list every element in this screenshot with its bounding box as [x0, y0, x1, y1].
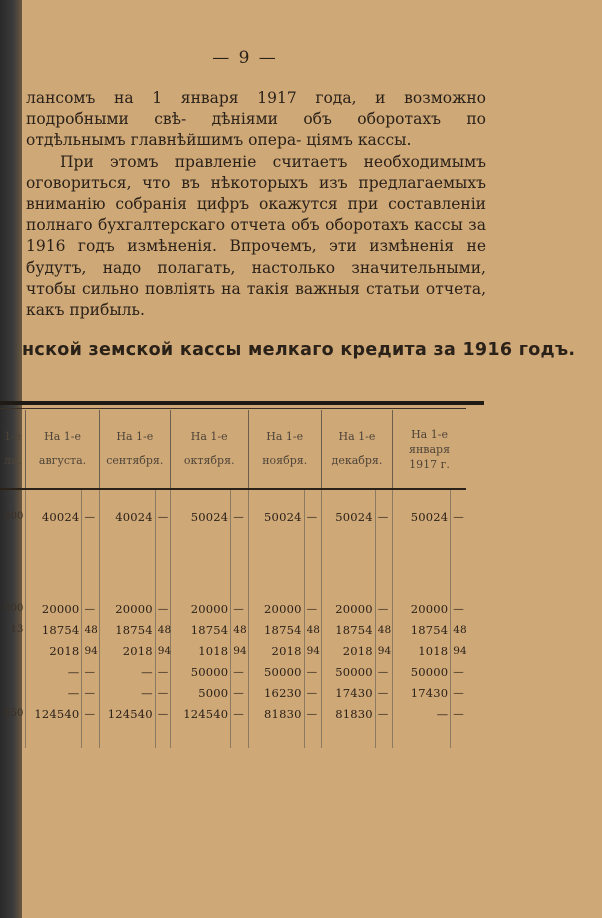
kopecks-cell: —: [451, 598, 466, 619]
column-header: [170, 410, 248, 489]
kopecks-cell: —: [304, 661, 321, 682]
table-row: [0, 598, 466, 619]
kopecks-cell: 94: [155, 640, 170, 661]
table-cell: [248, 527, 304, 598]
kopecks-cell: —: [231, 506, 248, 527]
rubles-cell: 81830: [321, 703, 375, 724]
rubles-cell: 2018: [248, 640, 304, 661]
table-cell: [0, 724, 26, 748]
table-cell: [82, 489, 99, 506]
rubles-cell: 2018: [26, 640, 82, 661]
kopecks-cell: —: [304, 682, 321, 703]
kopecks-cell: 94: [231, 640, 248, 661]
rubles-cell: 20000: [248, 598, 304, 619]
table-cell: [304, 489, 321, 506]
kopecks-cell: —: [155, 506, 170, 527]
kopecks-cell: —: [231, 598, 248, 619]
kopecks-cell: —: [304, 598, 321, 619]
row-label: 13: [10, 624, 24, 635]
table-cell: [231, 489, 248, 506]
paragraph: При этомъ правленіе считаетъ необходимымъ оговориться, что въ нѣкоторыхъ изъ предлагаемыхъ вниманію собранія цифръ окажутся при составленіи полнаго бухгалтерскаго отчета объ оборотахъ кассы за 1916 годъ измѣненія. Впрочемъ, эти измѣненія не будутъ, надо полагать, настолько значительными, чтобы сильно повліять на такія важныя статьи отчета, какъ прибыль.: [26, 152, 486, 320]
column-header-line1: На 1-е января: [409, 427, 451, 456]
column-header-line2: августа.: [38, 454, 87, 467]
kopecks-cell: —: [231, 703, 248, 724]
kopecks-cell: 48: [82, 619, 99, 640]
column-header-line2: ноября.: [262, 454, 308, 467]
kopecks-cell: —: [231, 661, 248, 682]
table-cell: [170, 724, 230, 748]
row-label: [0, 640, 26, 661]
kopecks-cell: —: [304, 703, 321, 724]
paragraph: лансомъ на 1 января 1917 года, и возможно подробными свѣ- дѣніями объ оборотахъ по отдѣльнымъ главнѣйшимъ опера- ціямъ кассы.: [26, 89, 486, 150]
rubles-cell: 50024: [393, 506, 451, 527]
kopecks-cell: —: [155, 703, 170, 724]
column-header-line1: 1-е: [4, 430, 22, 443]
table-cell: [26, 489, 82, 506]
rubles-cell: 50000: [321, 661, 375, 682]
rubles-cell: 18754: [321, 619, 375, 640]
kopecks-cell: —: [375, 682, 392, 703]
rubles-cell: 124540: [26, 703, 82, 724]
table-cell: [393, 724, 451, 748]
kopecks-cell: —: [304, 506, 321, 527]
table-cell: [248, 724, 304, 748]
kopecks-cell: —: [82, 506, 99, 527]
table-cell: [99, 527, 155, 598]
table-cell: [155, 724, 170, 748]
rubles-cell: 124540: [170, 703, 230, 724]
row-label: 000: [4, 603, 24, 614]
table-row: [0, 619, 466, 640]
rubles-cell: 16230: [248, 682, 304, 703]
kopecks-cell: 94: [451, 640, 466, 661]
balance-table: [0, 410, 466, 748]
table-cell: [393, 527, 451, 598]
table-cell: [170, 527, 230, 598]
table-cell: [321, 724, 375, 748]
table-row: [0, 703, 466, 724]
rubles-cell: 81830: [248, 703, 304, 724]
table-top-rule-thin: [0, 408, 466, 409]
table-cell: [0, 527, 26, 598]
column-header: [393, 410, 466, 489]
table-cell: [231, 724, 248, 748]
table-row: [0, 640, 466, 661]
table-title: нской земской кассы мелкаго кредита за 1916 годъ.: [22, 340, 576, 360]
table-cell: [155, 489, 170, 506]
table-cell: [26, 724, 82, 748]
column-header-line2: октября.: [183, 454, 235, 467]
kopecks-cell: 48: [155, 619, 170, 640]
table-cell: [0, 489, 26, 506]
table-cell: [304, 724, 321, 748]
table-cell: [451, 724, 466, 748]
kopecks-cell: —: [375, 661, 392, 682]
row-label: [0, 661, 26, 682]
table-cell: [99, 724, 155, 748]
column-header-line1: На 1-е: [44, 430, 81, 443]
rubles-cell: —: [99, 661, 155, 682]
rubles-cell: 5000: [170, 682, 230, 703]
table-top-rule: [0, 401, 484, 405]
rubles-cell: 2018: [99, 640, 155, 661]
kopecks-cell: —: [451, 661, 466, 682]
rubles-cell: 50024: [248, 506, 304, 527]
table-spacer-row: [0, 724, 466, 748]
table-cell: [393, 489, 451, 506]
kopecks-cell: —: [82, 598, 99, 619]
column-header: [0, 410, 26, 489]
kopecks-cell: —: [451, 682, 466, 703]
rubles-cell: 50024: [170, 506, 230, 527]
rubles-cell: 50000: [248, 661, 304, 682]
column-header-line2: ля.: [3, 454, 22, 467]
rubles-cell: 20000: [393, 598, 451, 619]
kopecks-cell: —: [155, 598, 170, 619]
rubles-cell: 2018: [321, 640, 375, 661]
table-cell: [82, 527, 99, 598]
table-row: [0, 506, 466, 527]
row-label: [0, 682, 26, 703]
kopecks-cell: —: [451, 506, 466, 527]
rubles-cell: —: [26, 661, 82, 682]
rubles-cell: 18754: [99, 619, 155, 640]
table-cell: [99, 489, 155, 506]
rubles-cell: 1018: [170, 640, 230, 661]
kopecks-cell: —: [375, 703, 392, 724]
table-cell: [155, 527, 170, 598]
column-header-line2: сентября.: [106, 454, 164, 467]
table-cell: [82, 724, 99, 748]
table-cell: [231, 527, 248, 598]
table-cell: [321, 527, 375, 598]
column-header-line1: На 1-е: [266, 430, 304, 443]
table-cell: [248, 489, 304, 506]
kopecks-cell: —: [82, 703, 99, 724]
rubles-cell: 20000: [26, 598, 82, 619]
rubles-cell: 20000: [321, 598, 375, 619]
rubles-cell: 40024: [26, 506, 82, 527]
rubles-cell: —: [99, 682, 155, 703]
table-cell: [321, 489, 375, 506]
table-cell: [304, 527, 321, 598]
kopecks-cell: 48: [304, 619, 321, 640]
column-header-line2: декабря.: [331, 454, 383, 467]
kopecks-cell: 94: [82, 640, 99, 661]
rubles-cell: 50000: [170, 661, 230, 682]
column-header: [248, 410, 321, 489]
rubles-cell: 40024: [99, 506, 155, 527]
table-cell: [26, 527, 82, 598]
rubles-cell: 17430: [321, 682, 375, 703]
rubles-cell: 17430: [393, 682, 451, 703]
column-header: [26, 410, 99, 489]
rubles-cell: 18754: [393, 619, 451, 640]
kopecks-cell: 94: [375, 640, 392, 661]
column-header-line1: На 1-е: [116, 430, 154, 443]
kopecks-cell: —: [231, 682, 248, 703]
kopecks-cell: —: [155, 661, 170, 682]
table-spacer-row: [0, 527, 466, 598]
table-header-row: [0, 410, 466, 489]
table-row: [0, 661, 466, 682]
rubles-cell: 18754: [170, 619, 230, 640]
rubles-cell: 1018: [393, 640, 451, 661]
column-header-line1: На 1-е: [338, 430, 376, 443]
column-header: [321, 410, 392, 489]
page-number: — 9 —: [212, 48, 278, 68]
table-cell: [375, 724, 392, 748]
kopecks-cell: 48: [451, 619, 466, 640]
table-spacer-row: [0, 489, 466, 506]
kopecks-cell: 48: [375, 619, 392, 640]
rubles-cell: 50024: [321, 506, 375, 527]
rubles-cell: 18754: [26, 619, 82, 640]
rubles-cell: 124540: [99, 703, 155, 724]
body-text: [26, 88, 486, 321]
table-row: [0, 682, 466, 703]
kopecks-cell: —: [375, 506, 392, 527]
column-header-line1: На 1-е: [190, 430, 228, 443]
kopecks-cell: —: [155, 682, 170, 703]
rubles-cell: —: [393, 703, 451, 724]
kopecks-cell: —: [82, 661, 99, 682]
table-cell: [375, 527, 392, 598]
table-cell: [451, 489, 466, 506]
column-header: [99, 410, 170, 489]
table-cell: [170, 489, 230, 506]
kopecks-cell: —: [82, 682, 99, 703]
kopecks-cell: 94: [304, 640, 321, 661]
kopecks-cell: —: [375, 598, 392, 619]
row-label: 650: [4, 708, 24, 719]
row-label: 000: [4, 511, 24, 522]
column-header-line2: 1917 г.: [409, 457, 450, 471]
rubles-cell: 18754: [248, 619, 304, 640]
rubles-cell: 50000: [393, 661, 451, 682]
kopecks-cell: —: [451, 703, 466, 724]
table-cell: [451, 527, 466, 598]
table-cell: [375, 489, 392, 506]
rubles-cell: 20000: [170, 598, 230, 619]
kopecks-cell: 48: [231, 619, 248, 640]
rubles-cell: —: [26, 682, 82, 703]
rubles-cell: 20000: [99, 598, 155, 619]
